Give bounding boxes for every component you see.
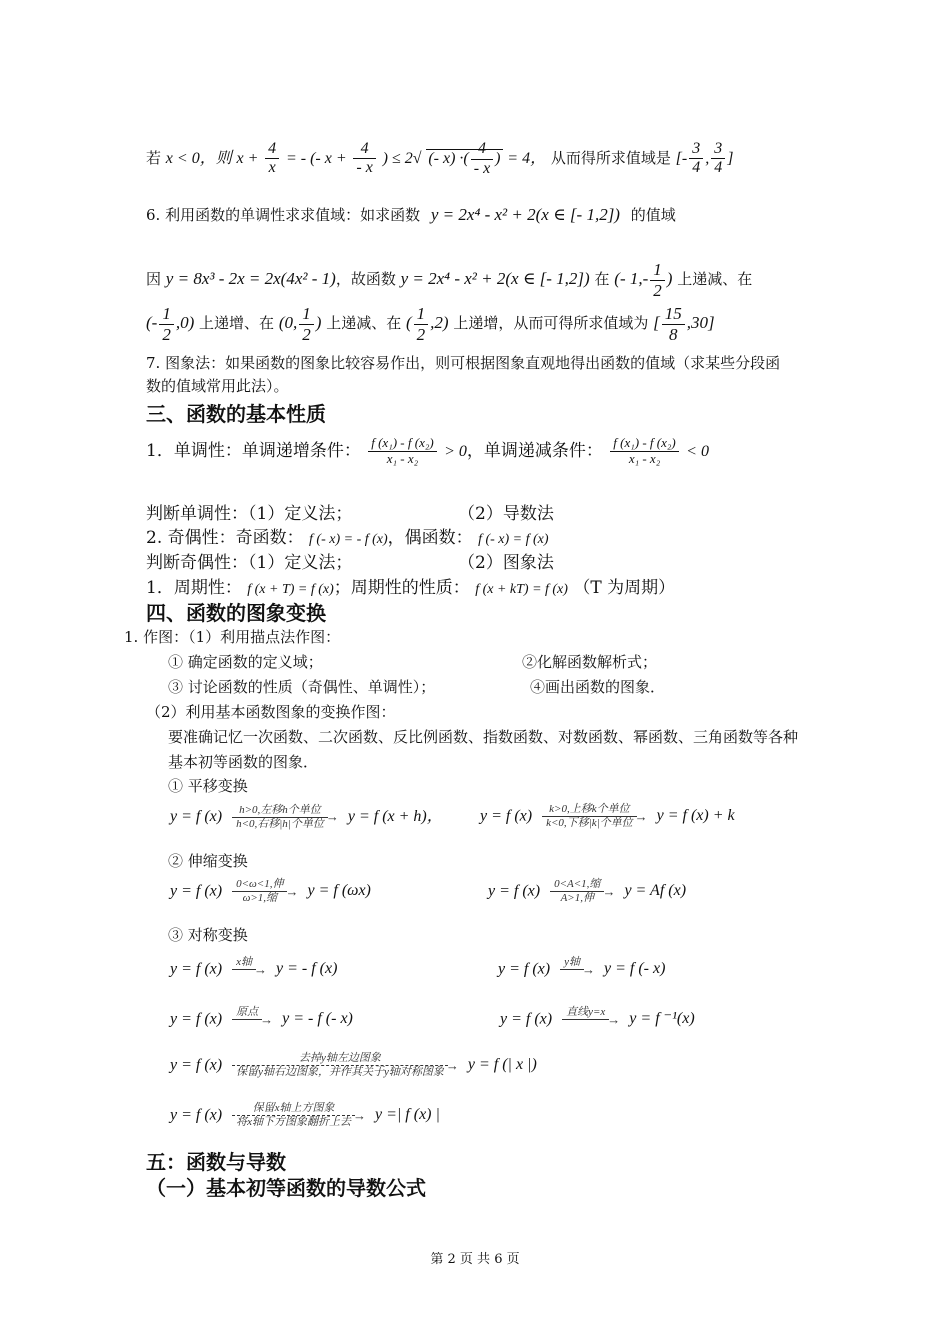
symmetry-x-axis: y = f (x) x轴 → y = - f (x) [170, 956, 337, 983]
section-5-subtitle: （一）基本初等函数的导数公式 [146, 1176, 426, 1200]
page-footer: 第 2 页 共 6 页 [430, 1252, 520, 1267]
periodicity-line: 1．周期性： f (x + T) = f (x)；周期性的性质： f (x + kT) = f (x) （T 为周期） [146, 578, 676, 598]
step-4: ④画出函数的图象． [530, 678, 666, 696]
section-4-title: 四、函数的图象变换 [146, 601, 326, 625]
section-5-title: 五：函数与导数 [146, 1150, 286, 1174]
judge-monotonic-method-2: （2）导数法 [458, 504, 554, 524]
symmetry-title: ③ 对称变换 [168, 926, 248, 944]
item-7-line-2: 数的值域常用此法）。 [146, 377, 289, 395]
stretch-horizontal: y = f (x) 0<ω<1,伸 → ω>1,缩 y = f (ωx) [170, 878, 371, 905]
basic-desc-2: 基本初等函数的图象． [168, 753, 319, 771]
step-1: ① 确定函数的定义域； [168, 653, 323, 671]
judge-parity-line: 判断奇偶性：（1）定义法； [146, 553, 353, 573]
symmetry-y-axis: y = f (x) y轴 → y = f (- x) [498, 956, 665, 983]
item-6-line: 6. 利用函数的单调性求求值域：如求函数 y = 2x⁴ - x² + 2(x ∈ [- 1,2]) 的值域 [146, 205, 676, 224]
draw-method-line: 1. 作图：（1）利用描点法作图： [124, 628, 341, 646]
translate-horizontal: y = f (x) h>0,左移h个单位 → h<0,右移|h|个单位 y = f (x + h)， [170, 803, 443, 831]
item-6-intervals-line: (- $\frac{1}{2}$ ,0) 上递增、在 (0, $\frac{1}{2}$ ) 上递减、在 ( $\frac{1}{2}$ ,2) 上递增，从而可得所求值域为 [ $\frac{15}{8}$ ,30] [146, 304, 715, 344]
step-2: ②化解函数解析式； [522, 653, 658, 671]
symmetry-origin: y = f (x) 原点 → y = - f (- x) [170, 1006, 353, 1033]
item-7-line-1: 7. 图象法：如果函数的图象比较容易作出，则可根据图象直观地得出函数的值域（求某些分段函 [146, 354, 781, 372]
symmetry-abs-f: y = f (x) 保留x轴上方图象 → 将x轴下方图象翻折上去 y =| f (x) | [170, 1102, 440, 1129]
translate-title: ① 平移变换 [168, 777, 248, 795]
basic-transform-line: （2）利用基本函数图象的变换作图： [146, 703, 396, 721]
stretch-title: ② 伸缩变换 [168, 852, 248, 870]
item-6-derivative-line: 因 y = 8x³ - 2x = 2x(4x² - 1)，故函数 y = 2x⁴ - x² + 2(x ∈ [- 1,2]) 在 (- 1,- $\frac{1}{2}$ ) 上递减、在 [146, 260, 753, 300]
judge-monotonic-line: 判断单调性：（1）定义法； [146, 504, 353, 524]
translate-vertical: y = f (x) k>0,上移k个单位 → k<0,下移|k|个单位 y = f (x) + k [480, 803, 735, 830]
symmetry-line-y-eq-x: y = f (x) 直线y=x → y = f ⁻¹(x) [500, 1006, 695, 1033]
monotonic-line: 1．单调性：单调递增条件： $\frac{\text{f (x₁) - f (x₂)}}{\text{x₁ - x₂}}$ > 0，单调递减条件： $\frac{\text{f (x₁) - f (x₂)}}{\text{x₁ - x₂}}$ < 0 [146, 435, 709, 466]
parity-line: 2. 奇偶性：奇函数： f (- x) = - f (x)，偶函数： f (- x) = f (x) [146, 528, 549, 548]
domain-example-line: 若 x < 0，则 x + $\frac{4}{x}$ = - (- x + $\frac{4}{- x}$ ) ≤ 2√ (- x) ·( $\frac{4}{- x}$ ) = 4， 从而得所求值域是 [- $\frac{3}{4}$ , $\frac{3}{4}$ ] [146, 140, 734, 177]
step-3: ③ 讨论函数的性质（奇偶性、单调性）； [168, 678, 436, 696]
judge-parity-method-2: （2）图象法 [458, 553, 554, 573]
symmetry-abs-x: y = f (x) 去掉y轴左边图象 → 保留y轴右边图象，并作其关于y轴对称图象 y = f (| x |) [170, 1052, 537, 1079]
section-3-title: 三、函数的基本性质 [146, 402, 326, 426]
stretch-vertical: y = f (x) 0<A<1,缩 → A>1,伸 y = Af (x) [488, 878, 686, 905]
basic-desc-1: 要准确记忆一次函数、二次函数、反比例函数、指数函数、对数函数、幂函数、三角函数等各种 [168, 728, 799, 746]
